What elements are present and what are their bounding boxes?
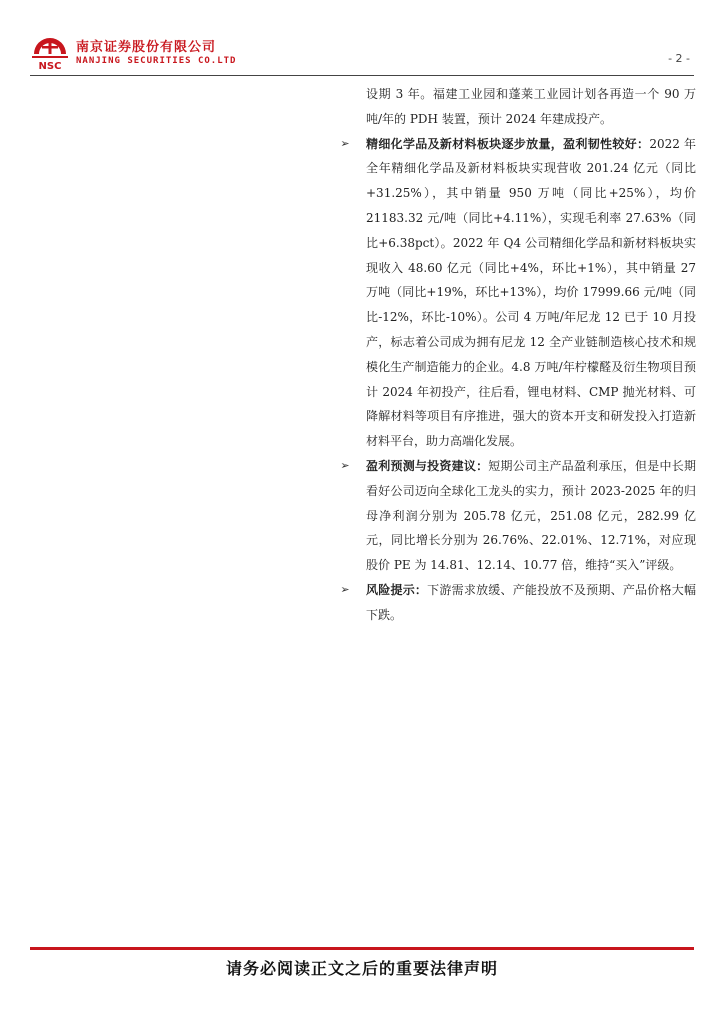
- company-name-cn: 南京证券股份有限公司: [76, 40, 217, 55]
- footer-divider: [30, 947, 694, 950]
- intro-paragraph: 设期 3 年。福建工业园和蓬莱工业园计划各再造一个 90 万吨/年的 PDH 装置，预计 2024 年建成投产。: [366, 87, 696, 126]
- bullet-lead: 精细化学品及新材料板块逐步放量，盈利韧性较好：: [366, 136, 650, 151]
- bullet-text: 短期公司主产品盈利承压，但是中长期看好公司迈向全球化工龙头的实力，预计 2023-2025 年的归母净利润分别为 205.78 亿元，251.08 亿元，282.99 亿元，同比增长分别为 26.76%、22.01%、12.71%，对应现股价 PE 为 14.81、12.14、10.77 倍，维持“买入”评级。: [366, 458, 696, 573]
- header-divider: [30, 75, 694, 76]
- arrow-bullet-icon: ➢: [340, 458, 350, 472]
- bullet-lead: 风险提示：: [366, 582, 428, 597]
- page-header: [30, 32, 694, 76]
- legal-disclaimer: 请务必阅读正文之后的重要法律声明: [225, 959, 498, 978]
- page-number: - 2 -: [668, 52, 690, 65]
- bullet-fine-chemicals: [338, 132, 696, 454]
- report-body: [338, 82, 696, 628]
- bullet-forecast: [338, 454, 696, 578]
- bullet-text: 2022 年全年精细化学品及新材料板块实现营收 201.24 亿元（同比+31.25%），其中销量 950 万吨（同比+25%），均价 21183.32 元/吨（同比+4.11%），实现毛利率 27.63%（同比+6.38pct）。2022 年 Q4 公司精细化学品和新材料板块实现收入 48.60 亿元（同比+4%，环比+1%），其中销量 27 万吨（同比+19%，环比+13%），均价 17999.66 元/吨（同比-12%，环比-10%）。公司 4 万吨/年尼龙 12 已于 10 月投产，标志着公司成为拥有尼龙 12 全产业链制造核心技术和规模化生产制造能力的企业。4.8 万吨/年柠檬醛及衍生物项目预计 2024 年初投产，往后看，锂电材料、CMP 抛光材料、可降解材料等项目有序推进，强大的资本开支和研发投入打造新材料平台，助力高端化发展。: [366, 136, 696, 449]
- bullet-risk: [338, 578, 696, 628]
- arrow-bullet-icon: ➢: [340, 136, 350, 150]
- nsc-logo: [30, 32, 70, 72]
- arrow-bullet-icon: ➢: [340, 582, 350, 596]
- bullet-lead: 盈利预测与投资建议：: [366, 458, 489, 473]
- company-name-en: NANJING SECURITIES CO.LTD: [76, 56, 237, 66]
- logo-lettering: NSC: [38, 61, 62, 72]
- bullet-text: 下游需求放缓、产能投放不及预期、产品价格大幅下跌。: [366, 582, 696, 622]
